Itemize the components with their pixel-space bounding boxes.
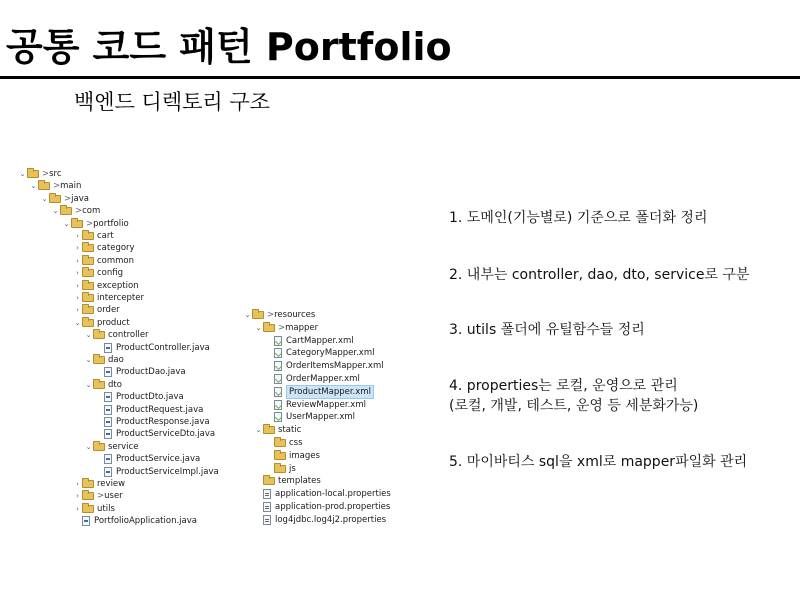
right-item[interactable]: [265, 411, 355, 423]
package-icon: [82, 319, 94, 327]
chevron-down-icon[interactable]: ⌄: [41, 194, 48, 203]
package-icon: [82, 232, 94, 240]
right-item[interactable]: [265, 437, 303, 449]
tree-label: main: [60, 181, 82, 192]
tree-label: ProductMapper.xml: [286, 385, 374, 399]
tree-label: ProductDto.java: [116, 392, 184, 403]
tree-label: ProductServiceImpl.java: [116, 466, 219, 477]
right-item[interactable]: [265, 399, 366, 411]
chevron-down-icon[interactable]: ⌄: [85, 442, 92, 451]
chevron-down-icon[interactable]: ⌄: [85, 380, 92, 389]
right-item[interactable]: [265, 450, 320, 462]
java-file-icon: [104, 417, 112, 427]
left-item[interactable]: [95, 366, 186, 378]
folder-icon: [71, 220, 83, 228]
chevron-down-icon[interactable]: ⌄: [85, 331, 92, 340]
package-icon: [82, 480, 94, 488]
left-item[interactable]: [73, 280, 139, 292]
git-marker: >: [97, 491, 105, 502]
tree-label: review: [97, 479, 126, 489]
properties-file-icon: [263, 502, 271, 512]
tree-label: config: [97, 268, 124, 279]
tree-label: CategoryMapper.xml: [286, 348, 375, 359]
right-item[interactable]: [265, 347, 374, 359]
right-item[interactable]: [254, 501, 390, 513]
tree-label: css: [289, 438, 303, 448]
chevron-right-icon[interactable]: ›: [76, 256, 79, 265]
java-file-icon: [104, 429, 112, 439]
chevron-right-icon[interactable]: ›: [76, 480, 79, 488]
tree-label: ProductService.java: [116, 454, 201, 465]
git-marker: >: [53, 181, 61, 192]
tree-label: images: [289, 450, 320, 461]
java-file-icon: [104, 467, 112, 477]
chevron-down-icon[interactable]: ⌄: [255, 323, 262, 332]
right-item[interactable]: [243, 309, 315, 321]
folder-icon: [252, 311, 264, 319]
tree-label: common: [97, 255, 135, 266]
tree-label: intercepter: [97, 293, 144, 303]
folder-icon: [263, 477, 275, 485]
chevron-right-icon[interactable]: ›: [76, 269, 79, 278]
xml-file-icon: [274, 412, 282, 422]
folder-icon: [274, 452, 286, 460]
xml-file-icon: [274, 348, 282, 358]
left-item[interactable]: [73, 478, 125, 490]
xml-file-icon: [274, 361, 282, 371]
git-marker: >: [75, 206, 83, 217]
chevron-down-icon[interactable]: ⌄: [30, 182, 37, 191]
git-marker: >: [278, 322, 286, 333]
git-marker: >: [64, 193, 72, 204]
right-item[interactable]: [254, 475, 321, 487]
tree-label: static: [278, 425, 302, 436]
xml-file-icon: [274, 400, 282, 410]
chevron-down-icon[interactable]: ⌄: [19, 170, 26, 178]
chevron-right-icon[interactable]: ›: [76, 504, 79, 513]
package-icon: [82, 257, 94, 265]
package-icon: [82, 505, 94, 513]
tree-label: PortfolioApplication.java: [94, 516, 197, 527]
chevron-right-icon[interactable]: ›: [76, 306, 79, 315]
tree-label: user: [104, 491, 123, 502]
tree-label: portfolio: [93, 218, 129, 229]
tree-label: cart: [97, 231, 114, 241]
left-item[interactable]: [73, 230, 114, 242]
left-item[interactable]: [73, 317, 130, 329]
right-item[interactable]: [265, 335, 354, 347]
tree-label: ProductDao.java: [116, 367, 186, 378]
point-2: 2. 내부는 controller, dao, dto, service로 구분: [449, 267, 750, 283]
xml-file-icon: [274, 387, 282, 397]
tree-label: ReviewMapper.xml: [286, 399, 366, 410]
folder-icon: [60, 207, 72, 215]
chevron-down-icon[interactable]: ⌄: [255, 426, 262, 435]
folder-icon: [38, 182, 50, 190]
java-file-icon: [104, 405, 112, 415]
tree-label: exception: [97, 280, 139, 291]
right-item[interactable]: [254, 488, 391, 500]
tree-label: js: [289, 463, 296, 474]
git-marker: >: [267, 310, 275, 320]
package-icon: [82, 282, 94, 290]
chevron-down-icon[interactable]: ⌄: [85, 356, 92, 364]
left-item[interactable]: [84, 329, 149, 341]
left-item[interactable]: [73, 267, 123, 279]
point-4-detail: (로컬, 개발, 테스트, 운영 등 세분화가능): [449, 398, 699, 414]
left-item[interactable]: [62, 218, 129, 230]
left-item[interactable]: [73, 242, 135, 254]
right-item[interactable]: [254, 322, 318, 334]
left-item[interactable]: [18, 168, 62, 180]
chevron-down-icon[interactable]: ⌄: [244, 311, 251, 319]
tree-label: ProductController.java: [116, 342, 210, 353]
point-1: 1. 도메인(기능별로) 기준으로 폴더화 정리: [449, 210, 708, 226]
java-file-icon: [104, 392, 112, 402]
right-item[interactable]: [265, 463, 296, 475]
right-item[interactable]: [254, 514, 386, 526]
chevron-down-icon[interactable]: ⌄: [74, 318, 81, 327]
tree-label: utils: [97, 503, 115, 514]
left-item[interactable]: [73, 515, 197, 527]
left-item[interactable]: [40, 193, 89, 205]
chevron-right-icon[interactable]: ›: [76, 232, 79, 240]
chevron-down-icon[interactable]: ⌄: [63, 219, 70, 228]
tree-label: src: [49, 169, 62, 179]
folder-icon: [274, 465, 286, 473]
page-title: 공통 코드 패턴 Portfolio: [6, 25, 452, 69]
tree-label: controller: [108, 330, 149, 341]
left-item[interactable]: [95, 453, 200, 465]
tree-label: UserMapper.xml: [286, 412, 356, 423]
java-file-icon: [104, 367, 112, 377]
folder-icon: [82, 492, 94, 500]
tree-label: application-local.properties: [275, 489, 391, 500]
right-item[interactable]: [265, 360, 384, 372]
tree-label: log4jdbc.log4j2.properties: [275, 514, 387, 525]
package-icon: [93, 381, 105, 389]
right-item[interactable]: [265, 386, 374, 398]
left-item[interactable]: [73, 255, 134, 267]
tree-label: CartMapper.xml: [286, 335, 354, 346]
java-file-icon: [104, 454, 112, 464]
folder-icon: [27, 170, 39, 178]
tree-label: application-prod.properties: [275, 502, 391, 512]
chevron-right-icon[interactable]: ›: [76, 492, 79, 501]
tree-label: templates: [278, 476, 321, 487]
point-3: 3. utils 폴더에 유틸함수들 정리: [449, 322, 645, 338]
package-icon: [93, 443, 105, 451]
tree-label: OrderMapper.xml: [286, 374, 360, 384]
tree-label: OrderItemsMapper.xml: [286, 361, 384, 372]
package-icon: [82, 294, 94, 302]
package-icon: [82, 306, 94, 314]
left-item[interactable]: [95, 404, 203, 416]
chevron-right-icon[interactable]: ›: [76, 294, 79, 302]
chevron-down-icon[interactable]: ⌄: [52, 207, 59, 216]
left-item[interactable]: [73, 490, 123, 502]
right-item[interactable]: [254, 424, 301, 436]
package-icon: [82, 269, 94, 277]
right-item[interactable]: [265, 373, 360, 385]
java-file-icon: [104, 343, 112, 353]
point-5: 5. 마이바티스 sql을 xml로 mapper파일화 관리: [449, 454, 748, 470]
package-icon: [93, 356, 105, 364]
point-4: 4. properties는 로컬, 운영으로 관리: [449, 378, 678, 394]
tree-label: resources: [274, 310, 316, 320]
properties-file-icon: [263, 489, 271, 499]
xml-file-icon: [274, 374, 282, 384]
tree-label: mapper: [285, 322, 319, 333]
xml-file-icon: [274, 336, 282, 346]
left-item[interactable]: [95, 466, 219, 478]
left-item[interactable]: [95, 342, 210, 354]
tree-label: ProductServiceDto.java: [116, 429, 216, 440]
left-item[interactable]: [84, 379, 122, 391]
tree-label: com: [82, 206, 101, 217]
package-icon: [93, 331, 105, 339]
title-divider: [0, 76, 800, 79]
left-item[interactable]: [51, 205, 100, 217]
left-item[interactable]: [84, 441, 138, 453]
tree-label: service: [108, 441, 139, 452]
folder-icon: [263, 426, 275, 434]
left-item[interactable]: [95, 428, 215, 440]
package-icon: [82, 244, 94, 252]
chevron-right-icon[interactable]: ›: [76, 281, 79, 290]
left-item[interactable]: [29, 180, 81, 192]
left-item[interactable]: [73, 503, 115, 515]
folder-icon: [49, 195, 61, 203]
properties-file-icon: [263, 515, 271, 525]
java-file-icon: [82, 516, 90, 526]
tree-label: ProductRequest.java: [116, 404, 204, 415]
left-item[interactable]: [73, 304, 120, 316]
chevron-right-icon[interactable]: ›: [76, 244, 79, 253]
left-item[interactable]: [73, 292, 144, 304]
tree-label: product: [97, 317, 130, 328]
tree-label: dao: [108, 355, 124, 365]
tree-label: category: [97, 243, 135, 254]
folder-icon: [274, 439, 286, 447]
tree-label: ProductResponse.java: [116, 417, 210, 427]
tree-label: order: [97, 305, 120, 316]
left-item[interactable]: [84, 354, 124, 366]
section-subtitle: 백엔드 디렉토리 구조: [74, 90, 270, 114]
left-item[interactable]: [95, 391, 184, 403]
git-marker: >: [86, 218, 94, 229]
folder-icon: [263, 324, 275, 332]
left-item[interactable]: [95, 416, 210, 428]
git-marker: >: [42, 169, 50, 179]
tree-label: java: [71, 193, 89, 204]
tree-label: dto: [108, 379, 122, 390]
